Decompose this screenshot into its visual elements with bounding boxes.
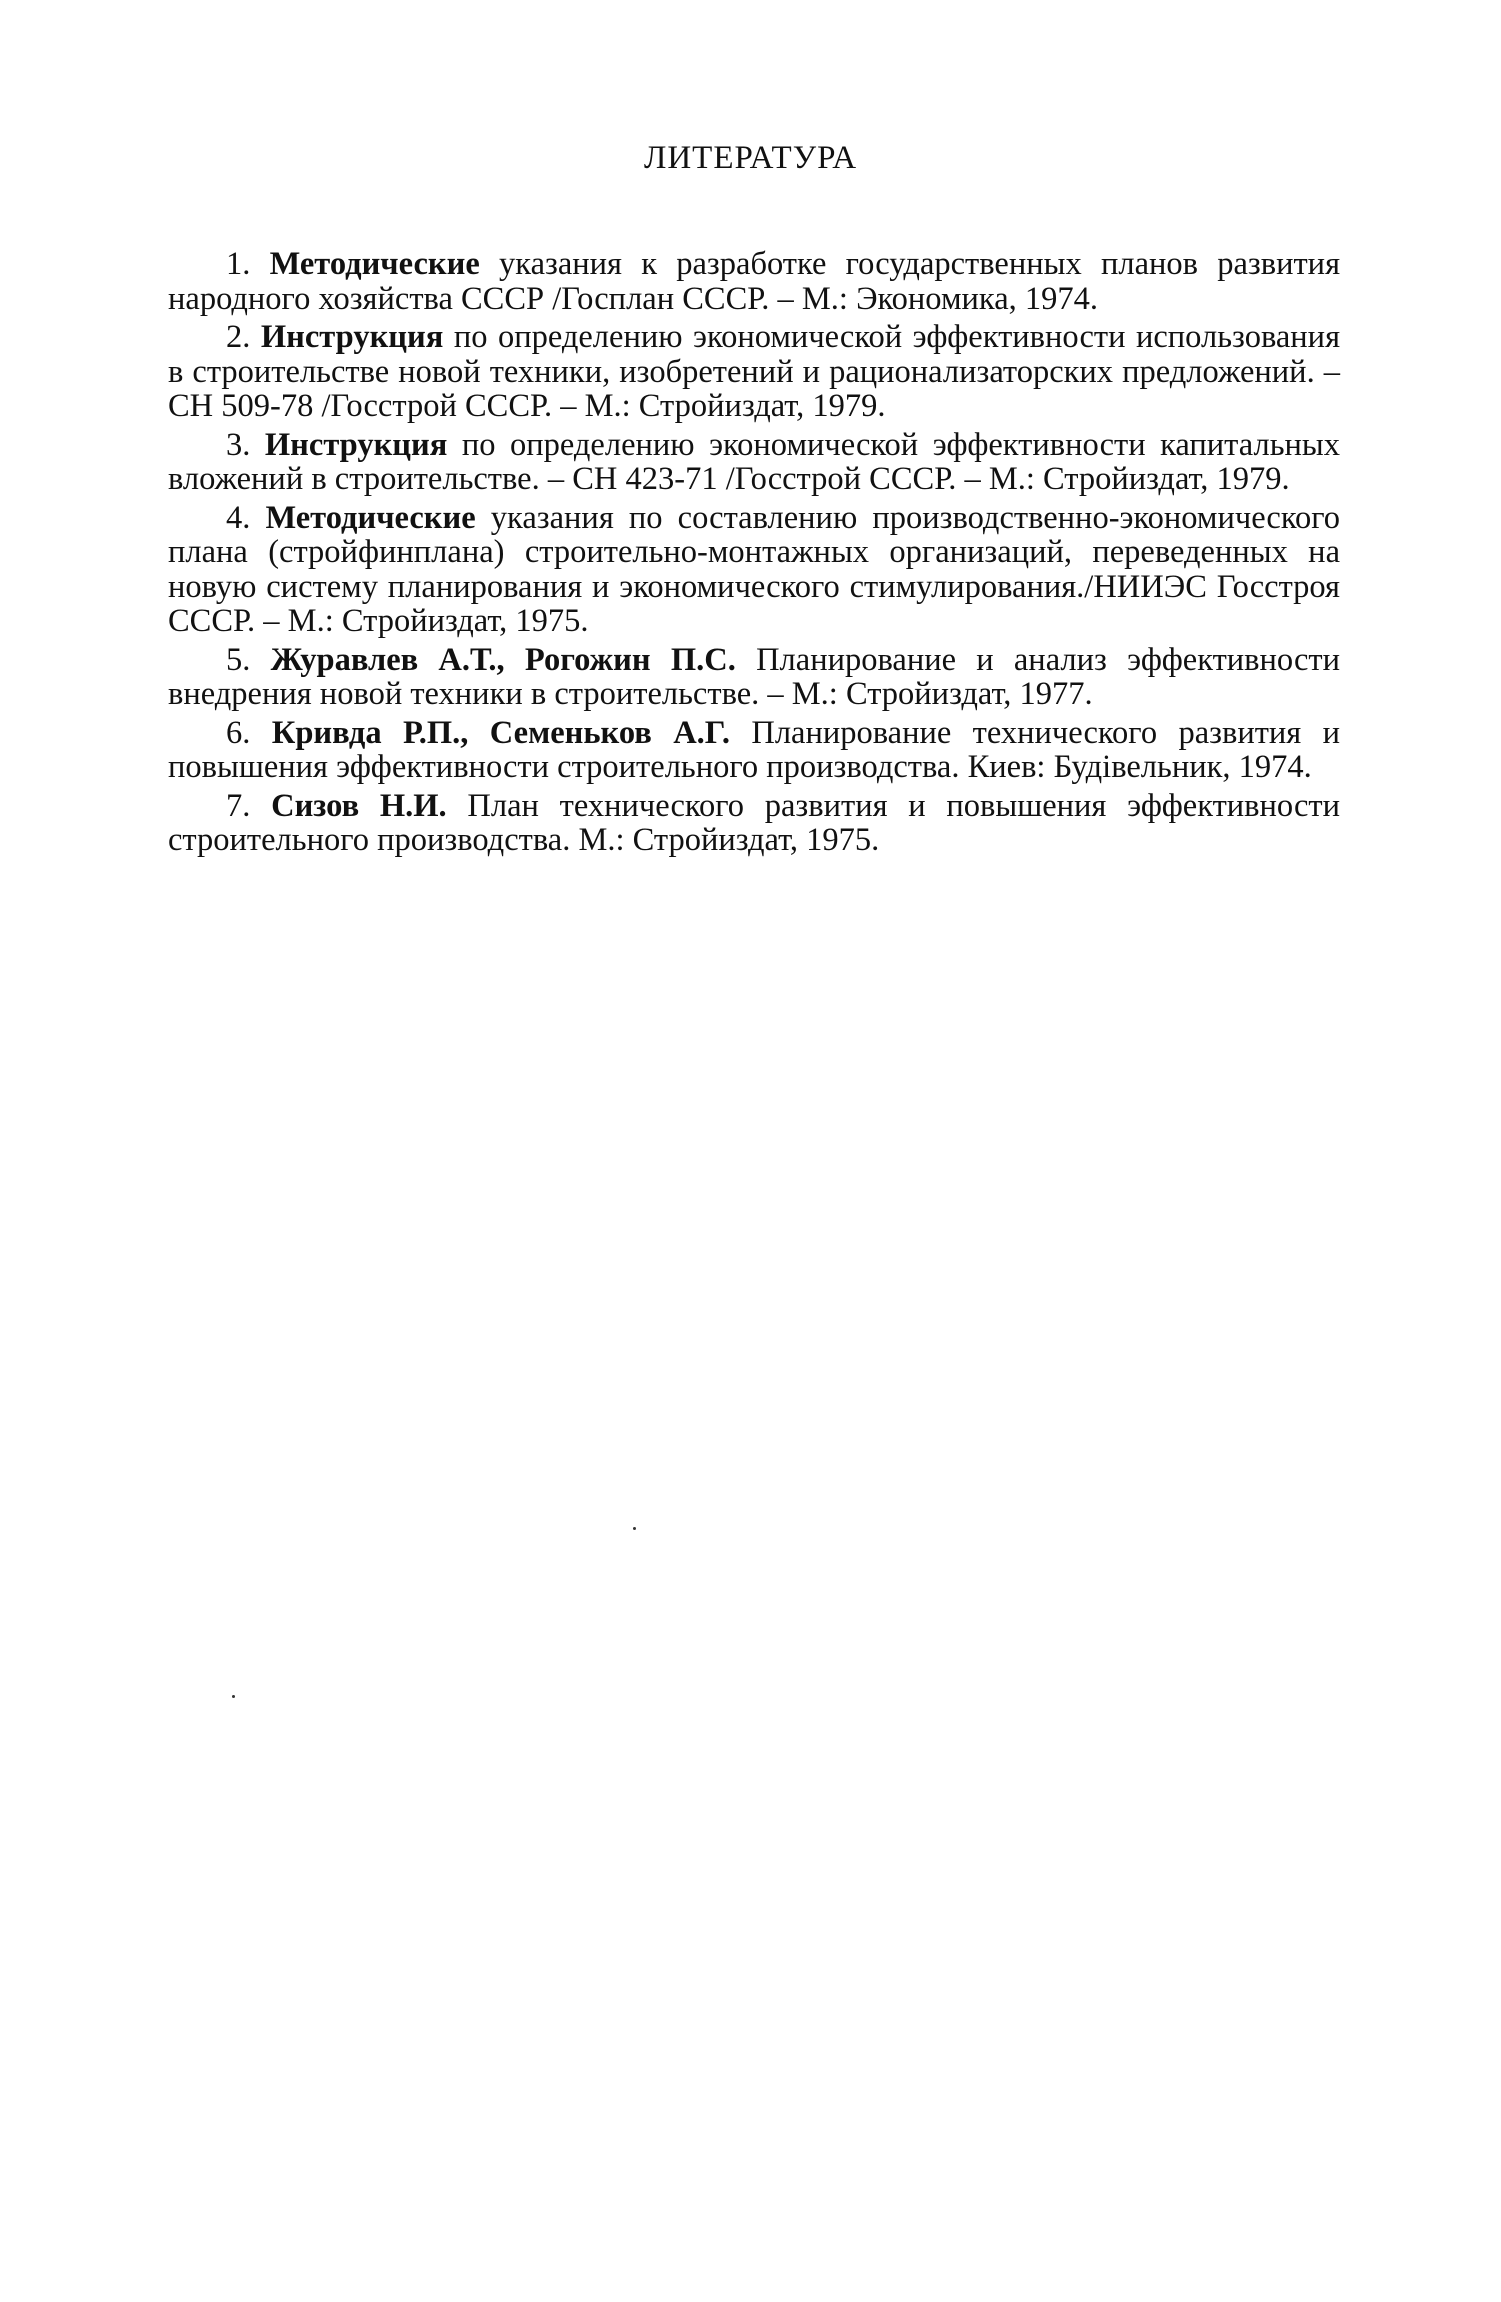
reference-number: 2. [226, 319, 251, 355]
scan-speck [633, 1527, 636, 1530]
reference-number: 6. [226, 714, 251, 751]
reference-text: План технического развития и повышения эффективности строительного производства. М.: Стройиздат, 1975. [168, 787, 1340, 858]
reference-item [168, 789, 1340, 858]
reference-item [168, 716, 1340, 785]
reference-author: Сизов Н.И. [271, 787, 447, 824]
reference-author: Инструкция [260, 319, 444, 355]
reference-author: Кривда Р.П., Семеньков А.Г. [271, 714, 730, 751]
reference-item [168, 501, 1340, 639]
reference-number: 1. [226, 246, 251, 282]
reference-list [168, 247, 1340, 862]
scan-speck [232, 1695, 235, 1698]
reference-text: Планирование и анализ эффективности внедрения новой техники в строительстве. – М.: Стройиздат, 1977. [168, 641, 1340, 712]
reference-number: 3. [226, 426, 251, 463]
reference-text: Планирование технического развития и повышения эффективности строительного производства. Киев: Будівельник, 1974. [168, 714, 1341, 785]
reference-item [168, 643, 1340, 712]
reference-text: указания по составлению производственно-экономического плана (стройфинплана) строительно-монтажных организаций, переведенных на новую систему планирования и экономического стимулирования./НИИЭС Госстроя СССР. – М.: Стройиздат, 1975. [168, 499, 1341, 639]
reference-author: Методические [265, 499, 476, 536]
reference-text: по определению экономической эффективности капитальных вложений в строительстве. – СН 423-71 /Госстрой СССР. – М.: Стройиздат, 1979. [168, 426, 1341, 497]
reference-text: по определению экономической эффективности использования в строительстве новой техники, изобретений и рационализаторских предложений. – СН 509-78 /Госстрой СССР. – М.: Стройиздат, 1979. [168, 319, 1341, 424]
reference-author: Журавлев А.Т., Рогожин П.С. [270, 641, 736, 678]
reference-item [168, 320, 1340, 424]
page-title: ЛИТЕРАТУРА [643, 140, 858, 176]
reference-number: 5. [226, 641, 251, 678]
reference-text: указания к разработке государственных планов развития народного хозяйства СССР /Госплан СССР. – М.: Экономика, 1974. [168, 246, 1341, 317]
reference-author: Методические [269, 246, 480, 282]
reference-number: 7. [226, 787, 251, 824]
reference-item [168, 428, 1340, 497]
reference-author: Инструкция [264, 426, 448, 463]
reference-item [168, 247, 1340, 316]
reference-number: 4. [226, 499, 251, 536]
